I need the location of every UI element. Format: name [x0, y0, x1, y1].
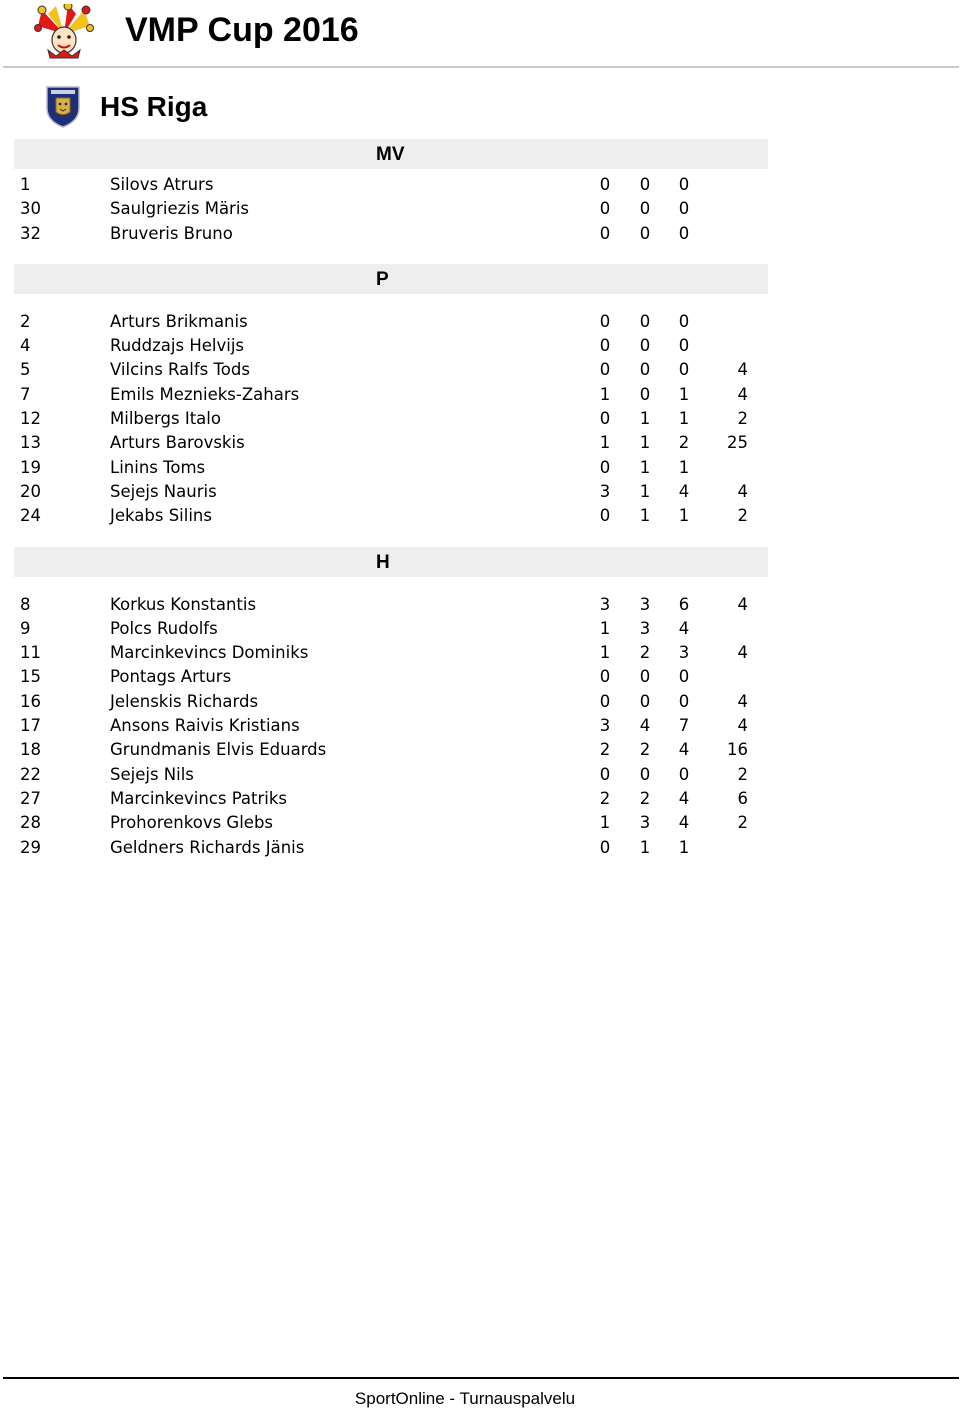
player-number: 11 [20, 643, 41, 663]
points-value: 0 [678, 336, 690, 356]
player-row [14, 197, 768, 221]
goals-value: 3 [599, 594, 611, 614]
points-value: 0 [678, 223, 690, 243]
page-header [0, 0, 960, 68]
goals-value: 0 [599, 837, 611, 857]
player-row [14, 593, 768, 617]
player-row [14, 714, 768, 738]
player-number: 5 [20, 360, 31, 380]
assists-value: 1 [639, 837, 651, 857]
points-value: 0 [678, 764, 690, 784]
player-row [14, 763, 768, 787]
player-number: 9 [20, 618, 31, 638]
player-name: Saulgriezis Märis [110, 199, 250, 219]
assists-value: 2 [639, 740, 651, 760]
assists-value: 3 [639, 594, 651, 614]
goals-value: 3 [599, 481, 611, 501]
player-row [14, 617, 768, 641]
goals-value: 0 [599, 360, 611, 380]
points-value: 1 [678, 409, 690, 429]
goals-value: 0 [599, 691, 611, 711]
header-divider [3, 66, 959, 68]
points-value: 4 [678, 618, 690, 638]
assists-value: 0 [639, 311, 651, 331]
section-heading: MV [14, 139, 768, 169]
points-value: 0 [678, 199, 690, 219]
penalty-minutes-value: 4 [737, 360, 748, 380]
penalty-minutes-value: 2 [737, 409, 748, 429]
goals-value: 2 [599, 740, 611, 760]
assists-value: 1 [639, 481, 651, 501]
section-heading: P [14, 264, 768, 294]
penalty-minutes-value: 25 [727, 433, 748, 453]
player-row [14, 431, 768, 455]
points-value: 0 [678, 691, 690, 711]
player-name: Polcs Rudolfs [110, 618, 218, 638]
player-name: Milbergs Italo [110, 409, 221, 429]
team-roster [14, 139, 768, 860]
assists-value: 0 [639, 691, 651, 711]
player-name: Jelenskis Richards [110, 691, 259, 711]
player-row [14, 383, 768, 407]
player-row [14, 738, 768, 762]
footer-text: SportOnline - Turnauspalvelu [354, 1389, 576, 1408]
assists-value: 1 [639, 506, 651, 526]
player-name: Jekabs Silins [110, 506, 212, 526]
event-title: VMP Cup 2016 [125, 11, 359, 49]
player-number: 19 [20, 457, 41, 477]
points-value: 1 [678, 384, 690, 404]
penalty-minutes-value: 6 [737, 788, 748, 808]
goals-value: 1 [599, 813, 611, 833]
player-name: Arturs Brikmanis [110, 311, 248, 331]
player-row [14, 480, 768, 504]
assists-value: 2 [639, 788, 651, 808]
player-row [14, 665, 768, 689]
assists-value: 0 [639, 223, 651, 243]
player-number: 7 [20, 384, 31, 404]
points-value: 3 [678, 643, 690, 663]
player-name: Silovs Atrurs [110, 175, 214, 194]
player-name: Sejejs Nauris [110, 481, 217, 501]
points-value: 1 [678, 506, 690, 526]
goals-value: 0 [599, 409, 611, 429]
player-number: 32 [20, 223, 41, 243]
points-value: 1 [678, 457, 690, 477]
goals-value: 1 [599, 643, 611, 663]
player-number: 29 [20, 837, 41, 857]
player-row [14, 407, 768, 431]
player-name: Emils Meznieks-Zahars [110, 384, 300, 404]
penalty-minutes-value: 2 [737, 813, 748, 833]
points-value: 2 [678, 433, 690, 453]
goals-value: 0 [599, 336, 611, 356]
player-row [14, 836, 768, 860]
player-number: 24 [20, 506, 41, 526]
player-number: 12 [20, 409, 41, 429]
player-name: Arturs Barovskis [110, 433, 245, 453]
player-name: Marcinkevincs Patriks [110, 788, 288, 808]
jester-logo-icon [34, 4, 94, 60]
goals-value: 0 [599, 764, 611, 784]
penalty-minutes-value: 4 [737, 643, 748, 663]
player-row [14, 310, 768, 334]
assists-value: 3 [639, 813, 651, 833]
player-name: Prohorenkovs Glebs [110, 813, 274, 833]
player-number: 1 [20, 175, 31, 194]
player-number: 8 [20, 594, 31, 614]
team-crest-icon [45, 84, 81, 128]
player-name: Vilcins Ralfs Tods [110, 360, 250, 380]
goals-value: 0 [599, 199, 611, 219]
points-value: 6 [678, 594, 690, 614]
goals-value: 3 [599, 716, 611, 736]
player-number: 13 [20, 433, 41, 453]
points-value: 0 [678, 667, 690, 687]
penalty-minutes-value: 2 [737, 764, 748, 784]
player-row [14, 222, 768, 246]
assists-value: 2 [639, 643, 651, 663]
player-number: 18 [20, 740, 41, 760]
goals-value: 2 [599, 788, 611, 808]
assists-value: 0 [639, 175, 651, 194]
points-value: 4 [678, 740, 690, 760]
team-name: HS Riga [100, 91, 208, 122]
penalty-minutes-value: 4 [737, 384, 748, 404]
player-number: 15 [20, 667, 41, 687]
assists-value: 0 [639, 199, 651, 219]
player-row [14, 504, 768, 528]
assists-value: 0 [639, 360, 651, 380]
goals-value: 0 [599, 175, 611, 194]
penalty-minutes-value: 2 [737, 506, 748, 526]
points-value: 0 [678, 311, 690, 331]
points-value: 4 [678, 813, 690, 833]
player-number: 30 [20, 199, 41, 219]
points-value: 7 [678, 716, 690, 736]
assists-value: 0 [639, 667, 651, 687]
player-name: Marcinkevincs Dominiks [110, 643, 309, 663]
goals-value: 0 [599, 667, 611, 687]
points-value: 0 [678, 175, 690, 194]
points-value: 4 [678, 788, 690, 808]
player-name: Ruddzajs Helvijs [110, 336, 244, 356]
points-value: 1 [678, 837, 690, 857]
points-value: 4 [678, 481, 690, 501]
player-name: Sejejs Nils [110, 764, 194, 784]
assists-value: 4 [639, 716, 651, 736]
player-number: 2 [20, 311, 31, 331]
player-name: Grundmanis Elvis Eduards [110, 740, 327, 760]
penalty-minutes-value: 4 [737, 716, 748, 736]
section-spacer [14, 246, 768, 264]
assists-value: 1 [639, 433, 651, 453]
penalty-minutes-value: 4 [737, 481, 748, 501]
goals-value: 0 [599, 506, 611, 526]
goals-value: 0 [599, 223, 611, 243]
player-number: 27 [20, 788, 41, 808]
player-number: 16 [20, 691, 41, 711]
player-name: Pontags Arturs [110, 667, 232, 687]
player-number: 20 [20, 481, 41, 501]
player-number: 28 [20, 813, 41, 833]
player-row [14, 690, 768, 714]
player-number: 4 [20, 336, 31, 356]
player-row [14, 358, 768, 382]
player-name: Linins Toms [110, 457, 206, 477]
assists-value: 1 [639, 457, 651, 477]
penalty-minutes-value: 4 [737, 691, 748, 711]
penalty-minutes-value: 16 [727, 740, 748, 760]
goals-value: 0 [599, 457, 611, 477]
goals-value: 1 [599, 384, 611, 404]
section-spacer [14, 529, 768, 547]
player-row [14, 811, 768, 835]
player-name: Ansons Raivis Kristians [110, 716, 300, 736]
assists-value: 1 [639, 409, 651, 429]
player-row [14, 787, 768, 811]
heading-spacer [14, 577, 768, 593]
player-row [14, 456, 768, 480]
player-name: Bruveris Bruno [110, 223, 233, 243]
goals-value: 1 [599, 433, 611, 453]
player-number: 17 [20, 716, 41, 736]
assists-value: 0 [639, 384, 651, 404]
assists-value: 0 [639, 764, 651, 784]
player-row [14, 334, 768, 358]
assists-value: 3 [639, 618, 651, 638]
goals-value: 0 [599, 311, 611, 331]
footer-divider [3, 1377, 959, 1379]
player-row [14, 641, 768, 665]
player-name: Geldners Richards Jänis [110, 837, 305, 857]
heading-spacer [14, 294, 768, 310]
points-value: 0 [678, 360, 690, 380]
assists-value: 0 [639, 336, 651, 356]
player-number: 22 [20, 764, 41, 784]
penalty-minutes-value: 4 [737, 594, 748, 614]
player-row [14, 173, 768, 197]
goals-value: 1 [599, 618, 611, 638]
section-heading: H [14, 547, 768, 577]
player-name: Korkus Konstantis [110, 594, 257, 614]
